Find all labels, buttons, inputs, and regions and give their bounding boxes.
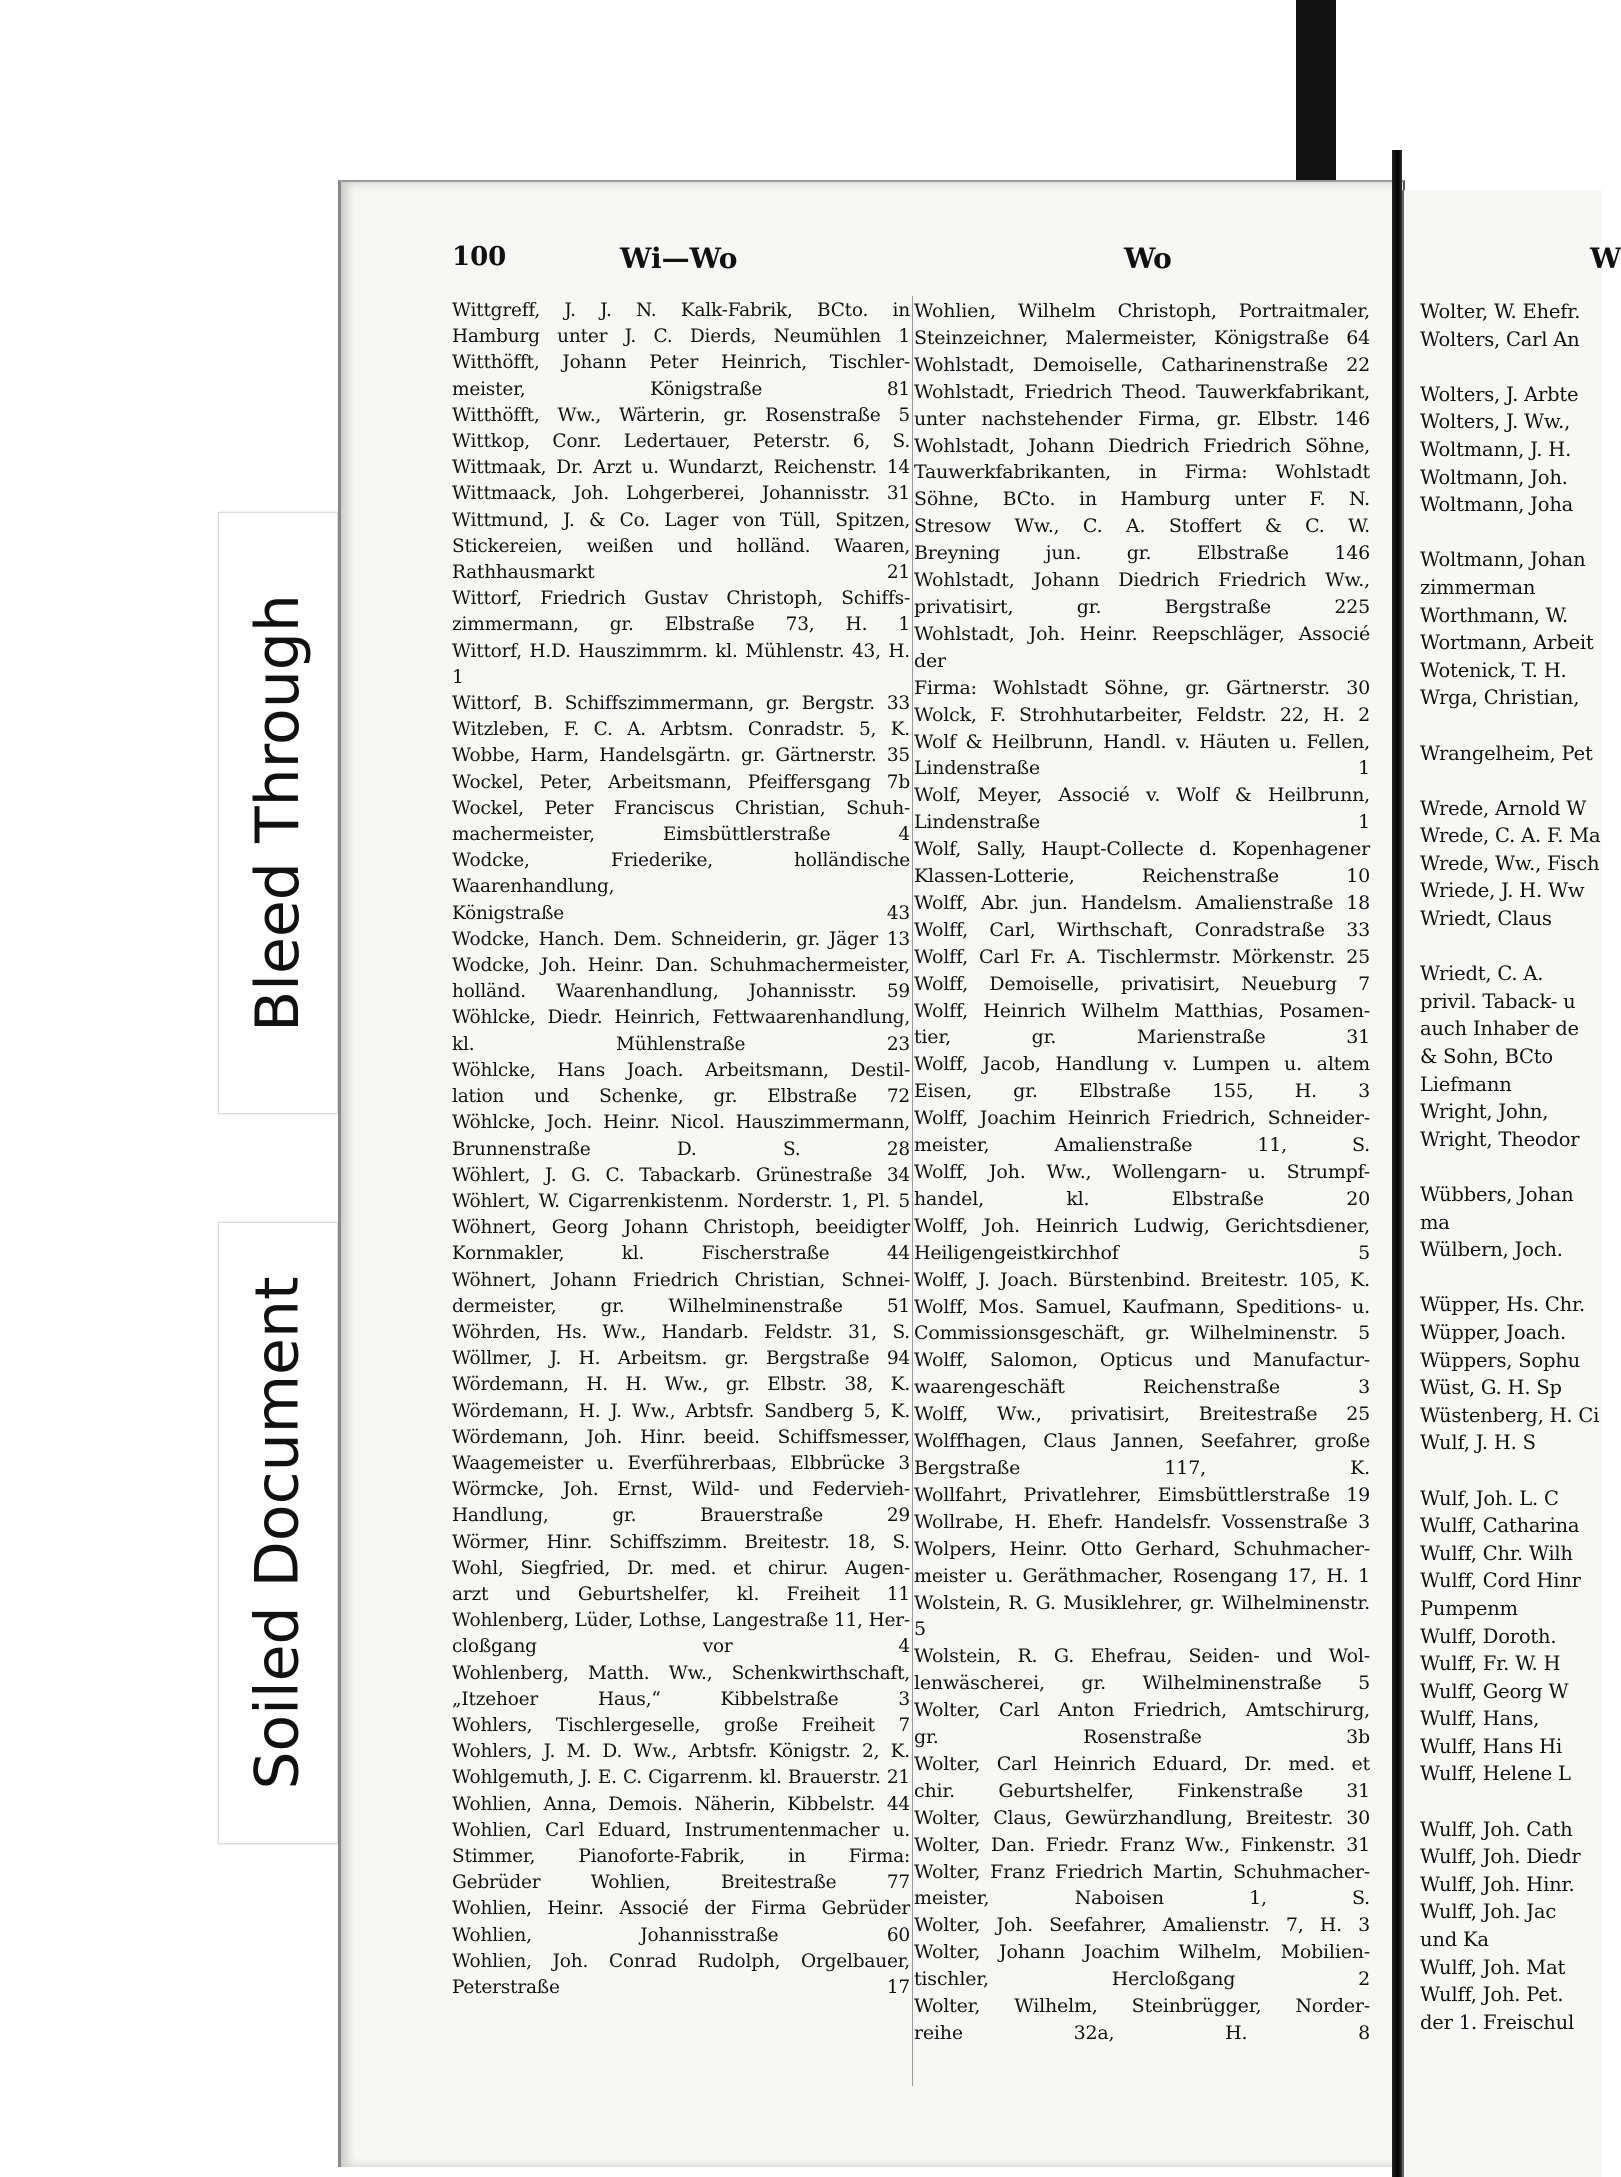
entry-line: machermeister, Eimsbüttlerstraße 4 [452, 824, 910, 846]
directory-entry [452, 1608, 910, 1660]
entry-line: Wohlstadt, Johann Diedrich Friedrich Söhne, [914, 434, 1370, 457]
entry-line: Wolff, Jacob, Handlung v. Lumpen u. altem [914, 1053, 1370, 1076]
directory-entry [914, 998, 1370, 1052]
entry-line: Steinzeichner, Malermeister, Königstraße 64 [914, 326, 1370, 349]
entry-line: Wohlenberg, Lüder, Lothse, Langestraße 11, Her- [452, 1610, 910, 1632]
directory-entry [452, 1661, 910, 1713]
partial-entry-line [1420, 767, 1620, 795]
entry-line: Hamburg unter J. C. Dierds, Neumühlen 1 [452, 326, 910, 348]
directory-entry [452, 848, 910, 927]
entry-line: Kornmakler, kl. Fischerstraße 44 [452, 1243, 910, 1265]
partial-entry-line: Woltmann, Joha [1420, 493, 1574, 517]
directory-entry [914, 1509, 1370, 1536]
entry-line: lenwäscherei, gr. Wilhelminenstraße 5 [914, 1672, 1370, 1695]
partial-entry-line: Wotenick, T. H. [1420, 658, 1567, 682]
partial-entry-line: Liefmann [1420, 1072, 1512, 1096]
directory-entry [452, 1556, 910, 1608]
entry-line: Wöhnert, Johann Friedrich Christian, Schnei- [452, 1269, 910, 1291]
partial-entry-line: Wüstenberg, H. Ci [1420, 1403, 1600, 1427]
entry-line: Wolff, Joh. Ww., Wollengarn- u. Strumpf- [914, 1161, 1370, 1183]
directory-entry [452, 1110, 910, 1162]
next-page-title-fragment: W [1590, 242, 1621, 275]
directory-entry [914, 944, 1370, 971]
entry-line: Wohl, Siegfried, Dr. med. et chirur. Augen- [452, 1557, 910, 1579]
entry-line: Witthöfft, Johann Peter Heinrich, Tischler- [452, 352, 910, 374]
directory-entry [914, 1051, 1370, 1105]
entry-line: Wördemann, H. H. Ww., gr. Elbstr. 38, K. [452, 1374, 910, 1396]
partial-entry-line: Wüpper, Hs. Chr. [1420, 1293, 1585, 1317]
directory-entry [452, 1425, 910, 1477]
running-title-left: Wi—Wo [620, 242, 738, 275]
partial-entry-line: auch Inhaber de [1420, 1017, 1579, 1041]
entry-line: Wolf & Heilbrunn, Handl. v. Häuten u. Fellen, [914, 730, 1370, 753]
partial-entry-line: Wübbers, Johan [1420, 1183, 1574, 1206]
entry-line: Breyning jun. gr. Elbstraße 146 [914, 542, 1370, 565]
entry-line: Wolf, Sally, Haupt-Collecte d. Kopenhagener [914, 838, 1370, 861]
entry-line: Wolter, Franz Friedrich Martin, Schuhmacher- [914, 1860, 1370, 1883]
entry-line: Klassen-Lotterie, Reichenstraße 10 [914, 865, 1370, 888]
partial-entry-line: Wüst, G. H. Sp [1420, 1376, 1562, 1400]
entry-line: cloßgang vor 4 [452, 1636, 910, 1658]
partial-entry-line: Wulff, Joh. Mat [1420, 1955, 1566, 1979]
directory-entry [914, 1401, 1370, 1428]
partial-entry-line: Wulff, Cord Hinr [1420, 1569, 1581, 1593]
partial-entry-line: Wulf, Joh. L. C [1420, 1486, 1559, 1510]
partial-entry-line: Wüppers, Sophu [1420, 1348, 1580, 1372]
partial-entry-line: Wulff, Joh. Pet. [1420, 1983, 1564, 2007]
entry-line: Wöhnert, Georg Johann Christoph, beeidigter [452, 1217, 910, 1239]
directory-entry [452, 1949, 910, 2001]
entry-line: Wodcke, Friederike, holländische Waarenhandlung, [452, 850, 910, 898]
partial-entry-line: Wulff, Chr. Wilh [1420, 1541, 1573, 1565]
entry-line: Wördemann, H. J. Ww., Arbtsfr. Sandberg 5, K. [452, 1400, 910, 1422]
entry-line: Wobbe, Harm, Handelsgärtn. gr. Gärtnerstr. 35 [452, 745, 910, 767]
directory-entry [452, 350, 910, 402]
entry-line: Heiligengeistkirchhof 5 [914, 1241, 1370, 1264]
directory-entry [452, 1058, 910, 1110]
entry-line: Wöhlcke, Hans Joach. Arbeitsmann, Destil- [452, 1059, 910, 1081]
directory-entry [914, 1590, 1370, 1644]
entry-line: privatisirt, gr. Bergstraße 225 [914, 595, 1370, 618]
entry-line: Wolter, Dan. Friedr. Franz Ww., Finkenstr. 31 [914, 1833, 1370, 1856]
partial-entry-line: Wülbern, Joch. [1420, 1238, 1563, 1262]
entry-line: Wolff, Demoiselle, privatisirt, Neueburg 7 [914, 972, 1370, 995]
entry-line: Wolter, Carl Anton Friedrich, Amtschirurg, [914, 1699, 1370, 1722]
directory-entry [914, 1912, 1370, 1939]
directory-entry [914, 352, 1370, 379]
partial-entry-line: Wulff, Catharina [1420, 1514, 1580, 1538]
entry-line: Wolter, Wilhelm, Steinbrügger, Norder- [914, 1995, 1370, 2018]
entry-line: Söhne, BCto. in Hamburg unter F. N. [914, 488, 1370, 511]
directory-entry [452, 1765, 910, 1791]
partial-entry-line [1420, 1264, 1620, 1292]
partial-entry-line: Wulff, Joh. Diedr [1420, 1845, 1581, 1869]
partial-entry-line: Wolters, Carl An [1420, 327, 1580, 351]
entry-line: Wittmaack, Joh. Lohgerberei, Johannisstr. 31 [452, 483, 910, 505]
directory-entry [452, 1215, 910, 1267]
partial-entry-line [1420, 1457, 1620, 1485]
directory-entry [452, 1189, 910, 1215]
bleed-through-label-text: Bleed Through [243, 594, 314, 1032]
directory-entry [914, 1859, 1370, 1913]
directory-entry [452, 1372, 910, 1398]
partial-entry-line: ma [1420, 1210, 1450, 1234]
partial-entry-line: Wrga, Christian, [1420, 686, 1580, 710]
entry-line: lation und Schenke, gr. Elbstraße 72 [452, 1086, 910, 1108]
directory-entry [452, 927, 910, 953]
directory-entry [452, 1346, 910, 1372]
entry-line: Wodcke, Joh. Heinr. Dan. Schuhmachermeister, [452, 955, 910, 977]
directory-entry [452, 1713, 910, 1739]
partial-entry-line [1420, 712, 1620, 740]
directory-entry [914, 1213, 1370, 1267]
entry-line: Wolffhagen, Claus Jannen, Seefahrer, große [914, 1430, 1370, 1453]
partial-entry-line: Wrangelheim, Pet [1420, 741, 1593, 765]
partial-entry-line: Wulf, J. H. S [1420, 1431, 1536, 1455]
directory-entry [914, 1294, 1370, 1348]
directory-entry [914, 1751, 1370, 1805]
entry-line: Wolter, Johann Joachim Wilhelm, Mobilien- [914, 1941, 1370, 1964]
partial-entry-line: Wulff, Joh. Cath [1420, 1817, 1573, 1841]
directory-entry [452, 1477, 910, 1529]
partial-entry-line: und Ka [1420, 1928, 1489, 1952]
entry-line: Wolff, Joachim Heinrich Friedrich, Schneider- [914, 1107, 1370, 1130]
entry-line: Wittkop, Conr. Ledertauer, Peterstr. 6, S. [452, 431, 910, 453]
directory-entry [914, 1643, 1370, 1697]
entry-line: Wolck, F. Strohhutarbeiter, Feldstr. 22, H. 2 [914, 703, 1370, 726]
entry-line: Wittgreff, J. J. N. Kalk-Fabrik, BCto. in [452, 300, 910, 321]
entry-line: meister, Königstraße 81 [452, 378, 910, 400]
partial-entry-line [1420, 353, 1620, 381]
directory-entry [452, 1005, 910, 1057]
partial-entry-line [1420, 933, 1620, 961]
entry-line: Rathhausmarkt 21 [452, 562, 910, 584]
entry-line: Wohlien, Wilhelm Christoph, Portraitmaler, [914, 300, 1370, 322]
running-title-right: Wo [1124, 242, 1172, 275]
partial-entry-line: Woltmann, Johan [1420, 548, 1586, 572]
directory-entry [452, 717, 910, 743]
entry-line: Wolff, J. Joach. Bürstenbind. Breitestr. 105, K. [914, 1268, 1370, 1291]
entry-line: Witzleben, F. C. A. Arbtsm. Conradstr. 5, K. [452, 719, 910, 741]
entry-line: holländ. Waarenhandlung, Johannisstr. 59 [452, 981, 910, 1003]
entry-line: Wittorf, B. Schiffszimmermann, gr. Bergstr. 33 [452, 693, 910, 715]
entry-line: Gebrüder Wohlien, Breitestraße 77 [452, 1872, 910, 1894]
partial-entry-line: Wulff, Joh. Hinr. [1420, 1872, 1575, 1896]
entry-line: Wörmer, Hinr. Schiffszimm. Breitestr. 18, S. [452, 1531, 910, 1553]
entry-line: Wöhrden, Hs. Ww., Handarb. Feldstr. 31, S. [452, 1321, 910, 1343]
directory-entry [914, 1428, 1370, 1482]
column-divider [912, 296, 913, 2086]
entry-line: Wolff, Abr. jun. Handelsm. Amalienstraße 18 [914, 891, 1370, 914]
directory-entry [452, 691, 910, 717]
entry-line: unter nachstehender Firma, gr. Elbstr. 146 [914, 407, 1370, 430]
directory-entry [914, 621, 1370, 702]
directory-entry [914, 729, 1370, 783]
directory-entry [914, 1482, 1370, 1509]
entry-line: Wittorf, H.D. Hauszimmrm. kl. Mühlenstr. 43, H. 1 [452, 640, 910, 688]
entry-line: Peterstraße 17 [452, 1977, 910, 1998]
partial-entry-line [1420, 519, 1620, 547]
partial-entry-line: der 1. Freischul [1420, 2010, 1575, 2034]
partial-entry-line: Wright, Theodor [1420, 1127, 1580, 1151]
entry-line: Waagemeister u. Everführerbaas, Elbbrücke 3 [452, 1452, 910, 1474]
entry-line: Lindenstraße 1 [914, 757, 1370, 780]
directory-entry [452, 796, 910, 848]
bleed-through-label [218, 512, 338, 1114]
entry-line: waarengeschäft Reichenstraße 3 [914, 1376, 1370, 1399]
entry-line: Wolf, Meyer, Associé v. Wolf & Heilbrunn, [914, 784, 1370, 807]
directory-entry [914, 1939, 1370, 1993]
entry-line: Brunnenstraße D. S. 28 [452, 1138, 910, 1160]
entry-line: tischler, Hercloßgang 2 [914, 1968, 1370, 1991]
partial-entry-line: Wulff, Hans, [1420, 1707, 1540, 1731]
entry-line: zimmermann, gr. Elbstraße 73, H. 1 [452, 614, 910, 636]
partial-entry-line: Wulff, Georg W [1420, 1679, 1569, 1703]
partial-entry-line: Wortmann, Arbeit [1420, 631, 1594, 655]
entry-line: Tauwerkfabrikanten, in Firma: Wohlstadt [914, 461, 1370, 484]
entry-line: Wohlstadt, Johann Diedrich Friedrich Ww., [914, 569, 1370, 592]
directory-entry [452, 1739, 910, 1765]
entry-line: Wöhlcke, Diedr. Heinrich, Fettwaarenhandlung, [452, 1007, 910, 1029]
entry-line: Wöhlcke, Joch. Heinr. Nicol. Hauszimmermann, [452, 1112, 910, 1134]
entry-line: reihe 32a, H. 8 [914, 2022, 1370, 2044]
entry-line: handel, kl. Elbstraße 20 [914, 1187, 1370, 1210]
entry-line: Bergstraße 117, K. [914, 1456, 1370, 1479]
partial-entry-line: Wolter, W. Ehefr. [1420, 300, 1581, 323]
entry-line: Wolter, Claus, Gewürzhandlung, Breitestr. 30 [914, 1806, 1370, 1829]
partial-entry-line: Wulff, Doroth. [1420, 1624, 1557, 1648]
directory-entry [914, 702, 1370, 729]
partial-entry-line [1420, 1153, 1620, 1181]
directory-entry [452, 1268, 910, 1320]
directory-entry [914, 1105, 1370, 1159]
partial-entry-line [1420, 1788, 1620, 1816]
entry-line: Firma: Wohlstadt Söhne, gr. Gärtnerstr. 30 [914, 676, 1370, 699]
entry-line: „Itzehoer Haus,“ Kibbelstraße 3 [452, 1688, 910, 1710]
directory-entry [452, 743, 910, 769]
partial-entry-line: Wolters, J. Ww., [1420, 410, 1571, 434]
entry-line: Wolff, Mos. Samuel, Kaufmann, Speditions- u. [914, 1295, 1370, 1318]
entry-line: Wockel, Peter Franciscus Christian, Schuh- [452, 797, 910, 819]
entry-line: Wockel, Peter, Arbeitsmann, Pfeiffersgang 7b [452, 771, 910, 793]
directory-entry [914, 890, 1370, 917]
directory-entry [452, 508, 910, 587]
partial-entry-line: Wrede, C. A. F. Ma [1420, 824, 1601, 848]
directory-entry [452, 429, 910, 455]
entry-line: Wöhlert, W. Cigarrenkistenm. Norderstr. 1, Pl. 5 [452, 1190, 910, 1212]
directory-entry [914, 971, 1370, 998]
entry-line: Wittmund, J. & Co. Lager von Tüll, Spitzen, [452, 509, 910, 531]
book-spine-strip [1296, 0, 1336, 180]
partial-entry-line: Woltmann, J. H. [1420, 437, 1572, 461]
entry-line: Wolff, Joh. Heinrich Ludwig, Gerichtsdiener, [914, 1214, 1370, 1237]
entry-line: Wohlien, Johannisstraße 60 [452, 1924, 910, 1946]
partial-entry-line: zimmerman [1420, 575, 1536, 599]
directory-entry [452, 1163, 910, 1189]
entry-line: Wohlien, Heinr. Associé der Firma Gebrüder [452, 1898, 910, 1920]
entry-line: meister, Naboisen 1, S. [914, 1887, 1370, 1910]
entry-line: Wohlien, Anna, Demois. Näherin, Kibbelstr. 44 [452, 1793, 910, 1815]
partial-entry-line: Wriede, J. H. Ww [1420, 879, 1585, 903]
directory-entry [914, 1832, 1370, 1859]
entry-line: Eisen, gr. Elbstraße 155, H. 3 [914, 1080, 1370, 1103]
entry-line: Wolff, Carl Fr. A. Tischlermstr. Mörkenstr. 25 [914, 945, 1370, 968]
directory-entry [914, 567, 1370, 621]
partial-entry-line: & Sohn, BCto [1420, 1045, 1553, 1069]
partial-entry-line: Worthmann, W. [1420, 603, 1569, 627]
directory-entry [452, 1530, 910, 1556]
partial-entry-line: Wulff, Fr. W. H [1420, 1652, 1561, 1676]
partial-entry-line: Wüpper, Joach. [1420, 1320, 1566, 1344]
partial-entry-line: Wolters, J. Arbte [1420, 382, 1579, 406]
entry-line: gr. Rosenstraße 3b [914, 1726, 1370, 1749]
entry-line: Stresow Ww., C. A. Stoffert & C. W. [914, 515, 1370, 538]
partial-entry-line: Woltmann, Joh. [1420, 465, 1568, 489]
directory-entry [452, 1399, 910, 1425]
directory-entry [914, 433, 1370, 568]
entry-line: Wolff, Carl, Wirthschaft, Conradstraße 33 [914, 918, 1370, 941]
directory-entry [914, 1347, 1370, 1401]
directory-entry [452, 770, 910, 796]
directory-entry [452, 481, 910, 507]
entry-line: Wohlgemuth, J. E. C. Cigarrenm. kl. Brauerstr. 21 [452, 1767, 910, 1789]
directory-entry [914, 1697, 1370, 1751]
entry-line: Wodcke, Hanch. Dem. Schneiderin, gr. Jäger 13 [452, 928, 910, 950]
entry-line: Wolter, Carl Heinrich Eduard, Dr. med. et [914, 1752, 1370, 1775]
entry-line: meister u. Geräthmacher, Rosengang 17, H. 1 [914, 1564, 1370, 1587]
directory-entry [452, 1896, 910, 1948]
entry-line: Wohlstadt, Joh. Heinr. Reepschläger, Associé der [914, 622, 1370, 672]
directory-entry [452, 586, 910, 638]
page-number: 100 [452, 242, 507, 272]
entry-line: Wittmaak, Dr. Arzt u. Wundarzt, Reichenstr. 14 [452, 457, 910, 479]
directory-entry [452, 403, 910, 429]
partial-entry-line: privil. Taback- u [1420, 989, 1576, 1013]
entry-line: Wolter, Joh. Seefahrer, Amalienstr. 7, H. 3 [914, 1914, 1370, 1937]
entry-line: Wohlien, Joh. Conrad Rudolph, Orgelbauer, [452, 1950, 910, 1972]
entry-line: Wolff, Ww., privatisirt, Breitestraße 25 [914, 1403, 1370, 1426]
directory-entry [914, 836, 1370, 890]
directory-entry [914, 1159, 1370, 1213]
soiled-document-label-text: Soiled Document [243, 1276, 314, 1790]
directory-entry [452, 1320, 910, 1346]
entry-line: Wittorf, Friedrich Gustav Christoph, Schiffs- [452, 588, 910, 610]
entry-line: Wohlers, Tischlergeselle, große Freiheit 7 [452, 1714, 910, 1736]
entry-line: Wollrabe, H. Ehefr. Handelsfr. Vossenstraße 3 [914, 1510, 1370, 1533]
directory-entry [914, 1267, 1370, 1294]
entry-line: Lindenstraße 1 [914, 811, 1370, 834]
directory-entry [914, 379, 1370, 433]
partial-entry-line: Wulff, Helene L [1420, 1762, 1571, 1786]
page-gutter [1392, 150, 1402, 2177]
entry-line: Handlung, gr. Brauerstraße 29 [452, 1505, 910, 1527]
directory-entry [914, 1993, 1370, 2047]
entry-line: Wohlers, J. M. D. Ww., Arbtsfr. Königstr. 2, K. [452, 1741, 910, 1763]
entry-line: Wollfahrt, Privatlehrer, Eimsbüttlerstraße 19 [914, 1483, 1370, 1506]
entry-line: Wöhlert, J. G. C. Tabackarb. Grünestraße 34 [452, 1164, 910, 1186]
entry-line: Witthöfft, Ww., Wärterin, gr. Rosenstraße 5 [452, 404, 910, 426]
entry-line: dermeister, gr. Wilhelminenstraße 51 [452, 1295, 910, 1317]
directory-entry [452, 953, 910, 1005]
entry-line: chir. Geburtshelfer, Finkenstraße 31 [914, 1779, 1370, 1802]
directory-entry [914, 1805, 1370, 1832]
entry-line: Wolstein, R. G. Ehefrau, Seiden- und Wol- [914, 1645, 1370, 1668]
partial-entry-line: Wright, John, [1420, 1100, 1549, 1124]
directory-entry [452, 1818, 910, 1897]
entry-line: Wördemann, Joh. Hinr. beeid. Schiffsmesser, [452, 1426, 910, 1448]
directory-entry [914, 782, 1370, 836]
partial-entry-line: Pumpenm [1420, 1596, 1518, 1620]
entry-line: Wörmcke, Joh. Ernst, Wild- und Federvieh- [452, 1479, 910, 1501]
entry-line: Wöllmer, J. H. Arbeitsm. gr. Bergstraße 94 [452, 1348, 910, 1370]
directory-entry [452, 639, 910, 691]
entry-line: Wolpers, Heinr. Otto Gerhard, Schuhmacher- [914, 1537, 1370, 1560]
entry-line: Wohlstadt, Demoiselle, Catharinenstraße 22 [914, 353, 1370, 376]
directory-entry [452, 1792, 910, 1818]
partial-entry-line: Wriedt, Claus [1420, 907, 1552, 931]
directory-column-middle [914, 298, 1370, 2047]
partial-entry-line: Wrede, Ww., Fisch [1420, 851, 1600, 875]
entry-line: arzt und Geburtshelfer, kl. Freiheit 11 [452, 1583, 910, 1605]
entry-line: Wolff, Salomon, Opticus und Manufactur- [914, 1349, 1370, 1372]
entry-line: tier, gr. Marienstraße 31 [914, 1026, 1370, 1049]
entry-line: Wohlstadt, Friedrich Theod. Tauwerkfabrikant, [914, 380, 1370, 403]
entry-line: Wolstein, R. G. Musiklehrer, gr. Wilhelminenstr. 5 [914, 1591, 1370, 1641]
directory-entry [452, 455, 910, 481]
entry-line: meister, Amalienstraße 11, S. [914, 1134, 1370, 1157]
directory-entry [914, 298, 1370, 352]
partial-entry-line: Wrede, Arnold W [1420, 796, 1587, 820]
entry-line: Wolff, Heinrich Wilhelm Matthias, Posamen- [914, 999, 1370, 1022]
directory-column-left [452, 298, 910, 2001]
entry-line: Commissionsgeschäft, gr. Wilhelminenstr. 5 [914, 1322, 1370, 1345]
soiled-document-label [218, 1222, 338, 1844]
entry-line: Stimmer, Pianoforte-Fabrik, in Firma: [452, 1845, 910, 1867]
directory-column-right-partial [1420, 298, 1620, 2036]
entry-line: kl. Mühlenstraße 23 [452, 1033, 910, 1055]
entry-line: Königstraße 43 [452, 902, 910, 924]
partial-entry-line: Wriedt, C. A. [1420, 962, 1544, 986]
partial-entry-line: Wulff, Hans Hi [1420, 1734, 1563, 1758]
directory-entry [914, 1536, 1370, 1590]
entry-line: Stickereien, weißen und holländ. Waaren, [452, 535, 910, 557]
entry-line: Wohlien, Carl Eduard, Instrumentenmacher u. [452, 1819, 910, 1841]
directory-entry [452, 298, 910, 350]
directory-entry [914, 917, 1370, 944]
partial-entry-line: Wulff, Joh. Jac [1420, 1900, 1557, 1924]
entry-line: Wohlenberg, Matth. Ww., Schenkwirthschaft, [452, 1662, 910, 1684]
